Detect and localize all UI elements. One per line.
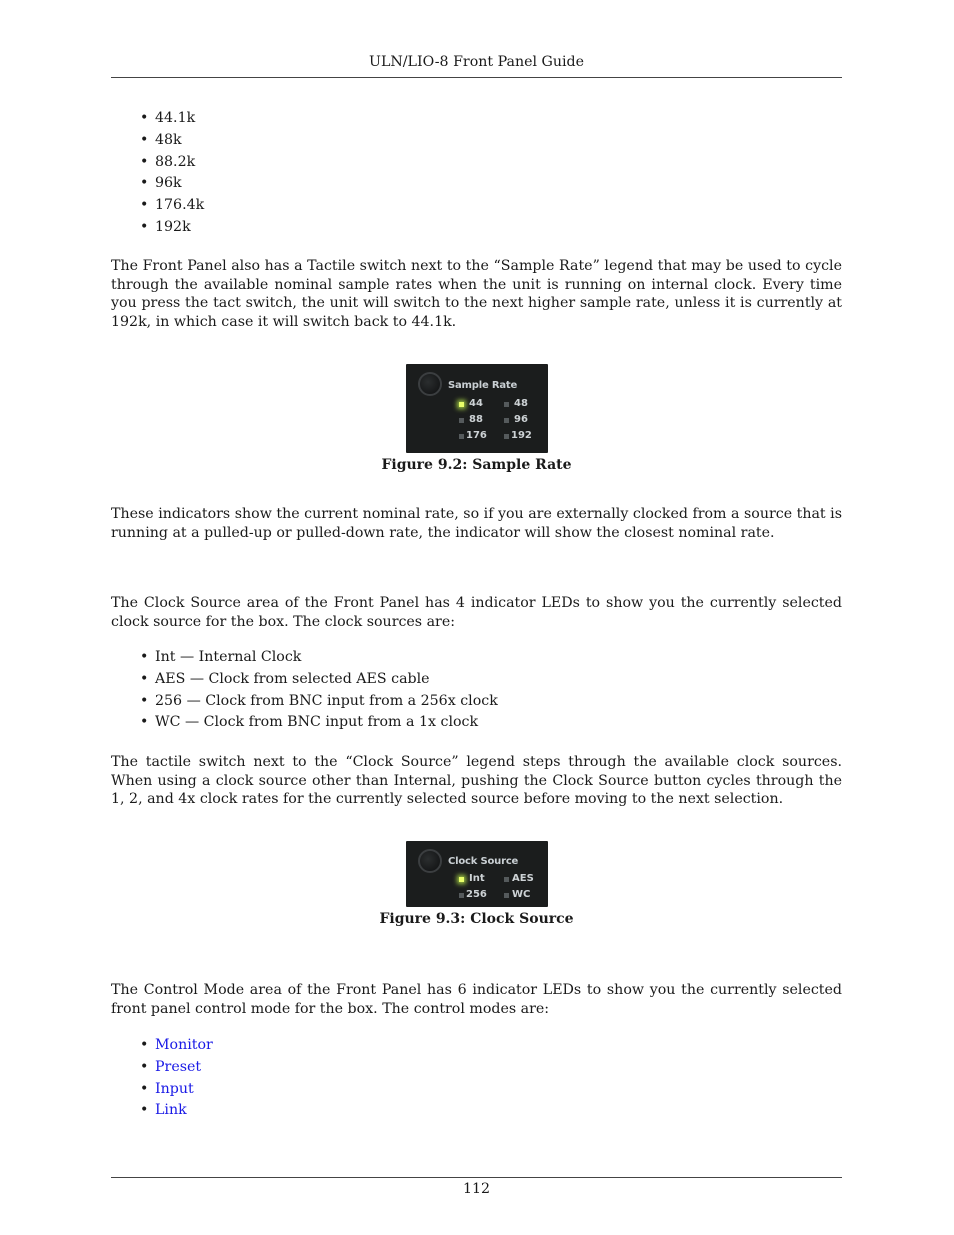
paragraph-clock-source-switch: The tactile switch next to the “Clock Source” legend steps through the available clock sources. When using a clock source other than Internal, pushing the Clock Source button cycles through the 1, 2, and 4x clock rates for the currently selected source before moving to the next selection. <box>111 754 842 808</box>
list-item: • 256 — Clock from BNC input from a 256x clock <box>140 692 498 709</box>
figure-caption-sample-rate: Figure 9.2: Sample Rate <box>381 457 572 473</box>
page-number: 112 <box>462 1181 491 1197</box>
sample-rate-panel-image <box>406 364 548 453</box>
led-aes <box>504 877 509 882</box>
led-256 <box>459 893 464 898</box>
panel-title: Sample Rate <box>448 380 518 391</box>
paragraph-tactile-sample-rate: The Front Panel also has a Tactile switch next to the “Sample Rate” legend that may be used to cycle through the available nominal sample rates when the unit is running on internal clock. Every time you press the tact switch, the unit will switch to the next higher sample rate, unless it is currently at 192k, in which case it will switch back to 44.1k. <box>111 258 842 331</box>
list-item: • Int — Internal Clock <box>140 649 302 665</box>
led-label: 256 <box>466 889 487 900</box>
link-input[interactable]: Input <box>155 1080 194 1097</box>
list-item: • Monitor <box>140 1037 213 1053</box>
list-item: • AES — Clock from selected AES cable <box>140 670 430 687</box>
list-item: • Link <box>140 1102 187 1119</box>
figure-caption-clock-source: Figure 9.3: Clock Source <box>379 911 574 927</box>
clock-source-list <box>111 647 842 734</box>
link-monitor[interactable]: Monitor <box>155 1037 213 1053</box>
led-96 <box>504 418 509 423</box>
tact-switch-knob <box>418 372 442 396</box>
led-label: 88 <box>469 414 483 425</box>
paragraph-indicators-nominal: These indicators show the current nominal rate, so if you are externally clocked from a source that is running at a pulled-up or pulled-down rate, the indicator will show the closest nominal rate. <box>111 506 842 541</box>
led-label: Int <box>469 873 485 884</box>
paragraph-control-mode-intro: The Control Mode area of the Front Panel has 6 indicator LEDs to show you the currently selected front panel control mode for the box. The control modes are: <box>111 982 842 1017</box>
led-label: 176 <box>466 430 487 441</box>
clock-source-panel-image <box>406 841 548 907</box>
led-label: AES <box>512 873 534 884</box>
list-item: • 192k <box>140 218 191 235</box>
paragraph-clock-source-intro: The Clock Source area of the Front Panel has 4 indicator LEDs to show you the currently selected clock source for the box. The clock sources are: <box>111 595 842 630</box>
control-mode-list <box>111 1035 842 1122</box>
tact-switch-knob <box>418 849 442 873</box>
list-item: • 44.1k <box>140 110 196 126</box>
panel-title: Clock Source <box>448 856 519 867</box>
header-rule <box>111 77 842 78</box>
footer-rule <box>111 1177 842 1178</box>
led-label: 44 <box>469 398 483 409</box>
led-label: 96 <box>514 414 528 425</box>
led-int-active <box>459 877 464 882</box>
led-label: 192 <box>511 430 532 441</box>
running-header: ULN/LIO-8 Front Panel Guide <box>368 54 585 70</box>
link-preset[interactable]: Preset <box>155 1058 202 1075</box>
list-item: • 88.2k <box>140 153 196 170</box>
list-item: • WC — Clock from BNC input from a 1x clock <box>140 714 479 731</box>
led-88 <box>459 418 464 423</box>
list-item: • Input <box>140 1080 194 1097</box>
led-44-active <box>459 402 464 407</box>
list-item: • 96k <box>140 175 182 192</box>
led-wc <box>504 893 509 898</box>
sample-rate-list <box>111 108 842 239</box>
led-48 <box>504 402 509 407</box>
list-item: • Preset <box>140 1058 202 1075</box>
led-label: 48 <box>514 398 528 409</box>
led-label: WC <box>512 889 531 900</box>
list-item: • 176.4k <box>140 197 205 214</box>
led-192 <box>504 434 509 439</box>
led-176 <box>459 434 464 439</box>
link-link[interactable]: Link <box>155 1102 187 1119</box>
list-item: • 48k <box>140 131 182 148</box>
